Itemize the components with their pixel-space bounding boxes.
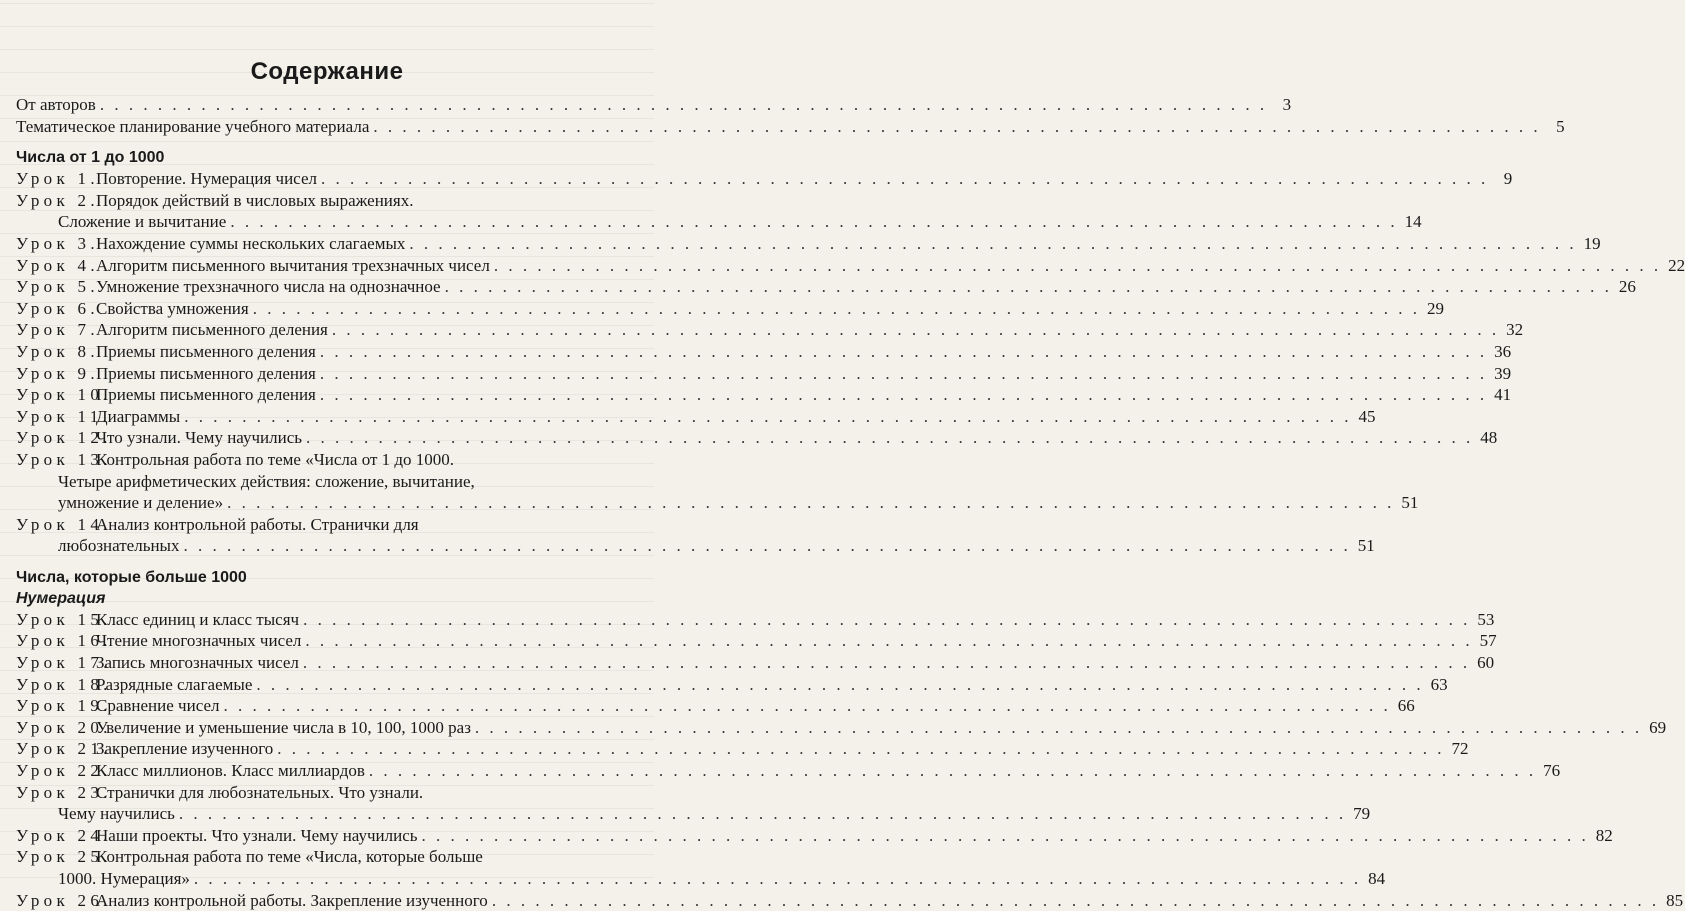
leader-dots: . . . . . . . . . . . . . . . . . . . . . . . . . . . . . . . . . . . . . . . . . . . . . . . . . . . . . . . . . . . . . . . . . . . . . . . . . . . . . . . . . <box>493 255 1662 275</box>
page-number: 5 <box>1556 116 1565 136</box>
page-number: 39 <box>1494 363 1512 383</box>
toc-line <box>16 782 630 804</box>
leader-dots: . . . . . . . . . . . . . . . . . . . . . . . . . . . . . . . . . . . . . . . . . . . . . . . . . . . . . . . . . . . . . . . . . . . . . . . . . . . . . . . . . <box>320 169 1489 189</box>
lesson-title: Сравнение чисел <box>96 696 220 716</box>
toc-line <box>16 190 630 212</box>
toc-line <box>16 255 1685 277</box>
entry-label: Тематическое планирование учебного материала <box>16 116 370 136</box>
toc-line <box>16 363 1512 385</box>
page-number: 51 <box>1357 536 1375 556</box>
lesson-title: любознательных <box>58 536 180 556</box>
leader-dots: . . . . . . . . . . . . . . . . . . . . . . . . . . . . . . . . . . . . . . . . . . . . . . . . . . . . . . . . . . . . . . . . . . . . . . . . . . . . . . . . . <box>223 696 1391 716</box>
lesson-title: Приемы письменного деления <box>96 363 316 383</box>
toc-line <box>16 717 1667 739</box>
leader-dots: . . . . . . . . . . . . . . . . . . . . . . . . . . . . . . . . . . . . . . . . . . . . . . . . . . . . . . . . . . . . . . . . . . . . . . . . . . . . . . . . . <box>319 363 1488 383</box>
lesson-title: Диаграммы <box>96 406 181 426</box>
lesson-title: Анализ контрольной работы. Странички для <box>96 514 419 534</box>
lesson-title: Чему научились <box>58 804 175 824</box>
page-number: 22 <box>1668 255 1685 275</box>
leader-dots: . . . . . . . . . . . . . . . . . . . . . . . . . . . . . . . . . . . . . . . . . . . . . . . . . . . . . . . . . . . . . . . . . . . . . . . . . . . . . . . . . <box>373 116 1541 136</box>
lesson-title: Умножение трехзначного числа на однозначное <box>96 277 441 297</box>
lesson-number: Урок 6. <box>16 298 99 318</box>
lesson-number: Урок 14. <box>16 514 112 534</box>
lesson-title: Контрольная работа по теме «Числа от 1 до 1000. <box>96 449 455 469</box>
page-number: 41 <box>1494 385 1512 405</box>
lesson-number: Урок 16. <box>16 631 112 651</box>
toc-line <box>16 674 1448 696</box>
page-number: 63 <box>1430 674 1448 694</box>
toc-line <box>16 609 1495 631</box>
toc-line <box>16 652 1495 674</box>
page-number: 82 <box>1595 825 1613 845</box>
page-number: 76 <box>1543 761 1561 781</box>
lesson-title: Закрепление изученного <box>96 739 274 759</box>
lesson-title: Приемы письменного деления <box>96 385 316 405</box>
leader-dots: . . . . . . . . . . . . . . . . . . . . . . . . . . . . . . . . . . . . . . . . . . . . . . . . . . . . . . . . . . . . . . . . . . . . . . . . . . . . . . . . . <box>474 717 1643 737</box>
leader-dots: . . . . . . . . . . . . . . . . . . . . . . . . . . . . . . . . . . . . . . . . . . . . . . . . . . . . . . . . . . . . . . . . . . . . . . . . . . . . . . . . . <box>178 804 1347 824</box>
lesson-title: Анализ контрольной работы. Закрепление изученного <box>96 890 488 910</box>
page-number: 48 <box>1480 428 1498 448</box>
lesson-title: Алгоритм письменного деления <box>96 320 328 340</box>
toc-line <box>16 116 1565 138</box>
page-number: 51 <box>1401 493 1419 513</box>
subsection-heading: Нумерация <box>16 589 106 607</box>
toc-line <box>16 514 630 536</box>
lesson-title: Алгоритм письменного вычитания трехзначных чисел <box>96 255 490 275</box>
toc-line <box>16 427 1498 449</box>
toc-line <box>16 825 1613 847</box>
toc-line <box>16 535 1375 557</box>
page-number: 60 <box>1477 653 1495 673</box>
toc-line <box>16 760 1561 782</box>
toc-line <box>16 276 1636 298</box>
lesson-title: Контрольная работа по теме «Числа, которые больше <box>96 847 483 867</box>
lesson-number: Урок 24. <box>16 825 112 845</box>
spacer <box>16 557 630 567</box>
lesson-number: Урок 15. <box>16 609 112 629</box>
leader-dots: . . . . . . . . . . . . . . . . . . . . . . . . . . . . . . . . . . . . . . . . . . . . . . . . . . . . . . . . . . . . . . . . . . . . . . . . . . . . . . . . . <box>193 869 1362 888</box>
table-of-contents <box>16 94 1685 911</box>
page-title: Содержание <box>250 58 404 85</box>
page-number: 66 <box>1397 696 1415 716</box>
leader-dots: . . . . . . . . . . . . . . . . . . . . . . . . . . . . . . . . . . . . . . . . . . . . . . . . . . . . . . . . . . . . . . . . . . . . . . . . . . . . . . . . . <box>331 320 1500 340</box>
lesson-number: Урок 9. <box>16 363 99 383</box>
lesson-title: Чтение многозначных чисел <box>96 631 302 651</box>
leader-dots: . . . . . . . . . . . . . . . . . . . . . . . . . . . . . . . . . . . . . . . . . . . . . . . . . . . . . . . . . . . . . . . . . . . . . . . . . . . . . . . . . <box>277 739 1445 759</box>
lesson-title: Что узнали. Чему научились <box>96 428 303 448</box>
toc-line <box>16 890 1684 911</box>
lesson-number: Урок 23. <box>16 782 112 802</box>
lesson-title: Класс миллионов. Класс миллиардов <box>96 761 365 781</box>
section-heading: Числа от 1 до 1000 <box>16 149 165 167</box>
page-number: 19 <box>1583 233 1601 253</box>
page-number: 85 <box>1666 890 1684 910</box>
page-number: 3 <box>1282 95 1292 114</box>
toc-line <box>16 695 1415 717</box>
lesson-title: Свойства умножения <box>96 298 249 318</box>
page-number: 9 <box>1503 169 1513 189</box>
lesson-title: Класс единиц и класс тысяч <box>96 609 300 629</box>
toc-line <box>16 492 1419 514</box>
leader-dots: . . . . . . . . . . . . . . . . . . . . . . . . . . . . . . . . . . . . . . . . . . . . . . . . . . . . . . . . . . . . . . . . . . . . . . . . . . . . . . . . . <box>368 761 1537 781</box>
toc-line <box>16 738 1469 760</box>
lesson-number: Урок 8. <box>16 341 99 361</box>
page-number: 79 <box>1353 804 1371 824</box>
spacer <box>16 137 630 147</box>
leader-dots: . . . . . . . . . . . . . . . . . . . . . . . . . . . . . . . . . . . . . . . . . . . . . . . . . . . . . . . . . . . . . . . . . . . . . . . . . . . . . . . . . <box>491 890 1660 910</box>
lesson-title: Нахождение суммы нескольких слагаемых <box>96 233 406 253</box>
leader-dots: . . . . . . . . . . . . . . . . . . . . . . . . . . . . . . . . . . . . . . . . . . . . . . . . . . . . . . . . . . . . . . . . . . . . . . . . . . . . . . . . . <box>421 825 1589 845</box>
toc-line <box>16 298 1444 320</box>
entry-label: От авторов <box>16 95 96 114</box>
page-number: 84 <box>1368 869 1386 888</box>
lesson-number: Урок 18. <box>16 674 112 694</box>
lesson-title: Увеличение и уменьшение числа в 10, 100, 1000 раз <box>96 717 471 737</box>
lesson-title: Разрядные слагаемые <box>96 674 253 694</box>
leader-dots: . . . . . . . . . . . . . . . . . . . . . . . . . . . . . . . . . . . . . . . . . . . . . . . . . . . . . . . . . . . . . . . . . . . . . . . . . . . . . . . . . <box>409 233 1577 253</box>
leader-dots: . . . . . . . . . . . . . . . . . . . . . . . . . . . . . . . . . . . . . . . . . . . . . . . . . . . . . . . . . . . . . . . . . . . . . . . . . . . . . . . . . <box>303 609 1471 629</box>
page-number: 14 <box>1404 212 1422 232</box>
toc-line <box>16 94 1292 116</box>
toc-line <box>16 319 1524 341</box>
lesson-number: Урок 20. <box>16 717 112 737</box>
lesson-title: Наши проекты. Что узнали. Чему научились <box>96 825 418 845</box>
lesson-number: Урок 25. <box>16 847 112 867</box>
leader-dots: . . . . . . . . . . . . . . . . . . . . . . . . . . . . . . . . . . . . . . . . . . . . . . . . . . . . . . . . . . . . . . . . . . . . . . . . . . . . . . . . . <box>319 341 1488 361</box>
lesson-number: Урок 12. <box>16 428 112 448</box>
lesson-number: Урок 1. <box>16 169 99 189</box>
toc-line <box>16 341 1512 363</box>
lesson-number: Урок 7. <box>16 320 99 340</box>
lesson-number: Урок 11. <box>16 406 112 426</box>
lesson-title: Запись многозначных чисел <box>96 653 299 673</box>
toc-line <box>16 630 1497 652</box>
lesson-number: Урок 26. <box>16 890 112 910</box>
page-number: 53 <box>1477 609 1495 629</box>
toc-line <box>16 211 1422 233</box>
lesson-title: Сложение и вычитание <box>58 212 227 232</box>
lesson-title: умножение и деление» <box>58 493 224 513</box>
toc-line <box>16 471 630 493</box>
leader-dots: . . . . . . . . . . . . . . . . . . . . . . . . . . . . . . . . . . . . . . . . . . . . . . . . . . . . . . . . . . . . . . . . . . . . . . . . . . . . . . . . . <box>184 406 1352 426</box>
lesson-title: Приемы письменного деления <box>96 341 316 361</box>
leader-dots: . . . . . . . . . . . . . . . . . . . . . . . . . . . . . . . . . . . . . . . . . . . . . . . . . . . . . . . . . . . . . . . . . . . . . . . . . . . . . . . . . <box>319 385 1488 405</box>
lesson-number: Урок 5. <box>16 277 99 297</box>
toc-line <box>16 846 630 868</box>
page-number: 29 <box>1426 298 1444 318</box>
lesson-number: Урок 13. <box>16 449 112 469</box>
leader-dots: . . . . . . . . . . . . . . . . . . . . . . . . . . . . . . . . . . . . . . . . . . . . . . . . . . . . . . . . . . . . . . . . . . . . . . . . . . . . . . . . . <box>183 536 1351 556</box>
lesson-number: Урок 2. <box>16 190 99 210</box>
leader-dots: . . . . . . . . . . . . . . . . . . . . . . . . . . . . . . . . . . . . . . . . . . . . . . . . . . . . . . . . . . . . . . . . . . . . . . . . . . . . . . . . . <box>306 428 1474 448</box>
lesson-number: Урок 21. <box>16 739 112 759</box>
page-number: 57 <box>1479 631 1497 651</box>
toc-line <box>16 384 1512 406</box>
page-number: 72 <box>1451 739 1469 759</box>
lesson-number: Урок 4. <box>16 255 99 275</box>
toc-line <box>16 803 1371 825</box>
page-number: 32 <box>1506 320 1524 340</box>
lesson-number: Урок 19. <box>16 696 112 716</box>
lesson-title: Четыре арифметических действия: сложение, вычитание, <box>58 471 475 491</box>
page-number: 69 <box>1649 717 1667 737</box>
leader-dots: . . . . . . . . . . . . . . . . . . . . . . . . . . . . . . . . . . . . . . . . . . . . . . . . . . . . . . . . . . . . . . . . . . . . . . . . . . . . . . . . . <box>227 493 1395 513</box>
lesson-number: Урок 3. <box>16 233 99 253</box>
lesson-title: Повторение. Нумерация чисел <box>96 169 317 189</box>
lesson-number: Урок 22. <box>16 761 112 781</box>
lesson-number: Урок 17. <box>16 653 112 673</box>
lesson-title: 1000. Нумерация» <box>58 869 190 888</box>
leader-dots: . . . . . . . . . . . . . . . . . . . . . . . . . . . . . . . . . . . . . . . . . . . . . . . . . . . . . . . . . . . . . . . . . . . . . . . . . . . . . . . . . <box>256 674 1424 694</box>
leader-dots: . . . . . . . . . . . . . . . . . . . . . . . . . . . . . . . . . . . . . . . . . . . . . . . . . . . . . . . . . . . . . . . . . . . . . . . . . . . . . . . . . <box>305 631 1473 651</box>
leader-dots: . . . . . . . . . . . . . . . . . . . . . . . . . . . . . . . . . . . . . . . . . . . . . . . . . . . . . . . . . . . . . . . . . . . . . . . . . . . . . . . . . <box>444 277 1612 297</box>
section-heading: Числа, которые больше 1000 <box>16 568 247 586</box>
toc-line <box>16 406 1376 428</box>
lesson-number: Урок 10. <box>16 385 112 405</box>
leader-dots: . . . . . . . . . . . . . . . . . . . . . . . . . . . . . . . . . . . . . . . . . . . . . . . . . . . . . . . . . . . . . . . . . . . . . . . . . . . . . . . . . <box>302 653 1471 673</box>
lesson-title: Странички для любознательных. Что узнали. <box>96 782 424 802</box>
page-number: 36 <box>1494 341 1512 361</box>
page-number: 26 <box>1618 277 1636 297</box>
page-number: 45 <box>1358 406 1376 426</box>
leader-dots: . . . . . . . . . . . . . . . . . . . . . . . . . . . . . . . . . . . . . . . . . . . . . . . . . . . . . . . . . . . . . . . . . . . . . . . . . . . . . . . . . <box>252 298 1420 318</box>
toc-line <box>16 868 1386 890</box>
toc-line <box>16 449 630 471</box>
leader-dots: . . . . . . . . . . . . . . . . . . . . . . . . . . . . . . . . . . . . . . . . . . . . . . . . . . . . . . . . . . . . . . . . . . . . . . . . . . . . . . . . . <box>99 95 1268 114</box>
toc-line <box>16 168 1513 190</box>
toc-line <box>16 233 1601 255</box>
lesson-title: Порядок действий в числовых выражениях. <box>96 190 414 210</box>
leader-dots: . . . . . . . . . . . . . . . . . . . . . . . . . . . . . . . . . . . . . . . . . . . . . . . . . . . . . . . . . . . . . . . . . . . . . . . . . . . . . . . . . <box>230 212 1398 232</box>
